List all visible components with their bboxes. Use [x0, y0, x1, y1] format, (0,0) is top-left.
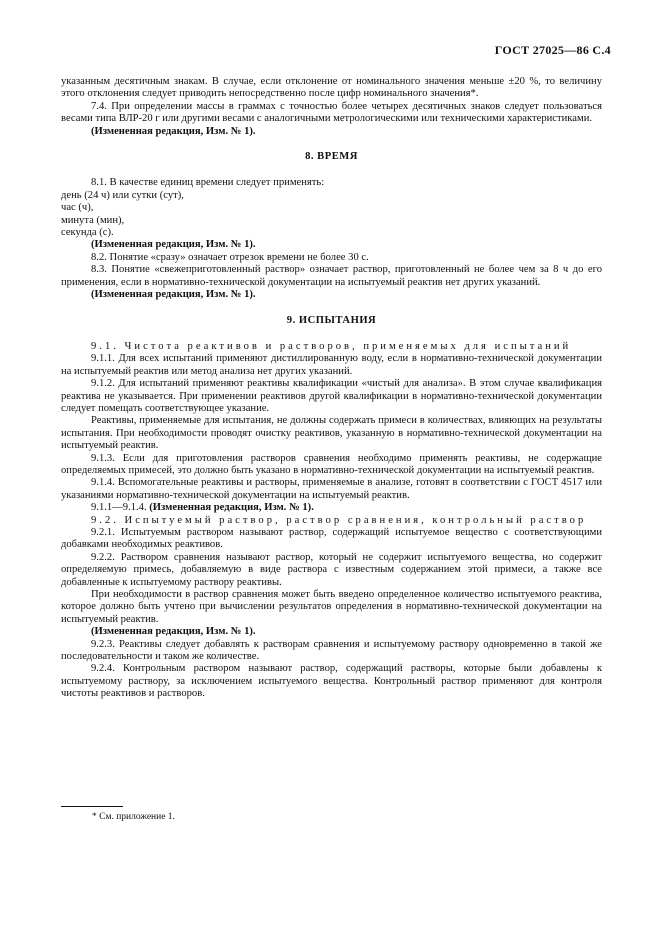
time-unit-item: час (ч), — [61, 202, 94, 214]
subsection-9-1-heading: 9.1. Чистота реактивов и растворов, применяемых для испытаний — [91, 340, 572, 352]
paragraph-9-2-1: 9.2.1. Испытуемым раствором называют раствор, содержащий испытуемое вещество с соответствующими добавками необходимых реактивов. — [61, 527, 602, 551]
paragraph-7-4: 7.4. При определении массы в граммах с точностью более четырех десятичных знаков следует пользоваться весами типа ВЛР-20 г или другими весами с аналогичными метрологическими или техническими характеристиками. — [61, 100, 602, 125]
amendment-note: (Измененная редакция, Изм. № 1). — [91, 626, 256, 638]
time-unit-item: минута (мин), — [61, 214, 125, 226]
paragraph-9-1-4: 9.1.4. Вспомогательные реактивы и растворы, применяемые в анализе, готовят в соответствии с ГОСТ 4517 или указаниями нормативно-технической документации на испытуемый реактив. — [61, 477, 602, 501]
amendment-note: (Измененная редакция, Изм. № 1). — [91, 289, 256, 301]
paragraph-9-2-2-continued: При необходимости в раствор сравнения может быть введено определенное количество испытуемого реактива, которое должно быть учтено при вычислении результатов определения в нормативно-технической документации на испытуемый реактив. — [61, 589, 602, 625]
subsection-9-2-heading: 9.2. Испытуемый раствор, раствор сравнения, контрольный раствор — [91, 514, 587, 526]
time-unit-item: день (24 ч) или сутки (сут), — [61, 189, 184, 201]
paragraph-9-1-range-amendment — [61, 502, 602, 514]
footnote-divider — [61, 806, 123, 807]
paragraph-9-1-3: 9.1.3. Если для приготовления растворов сравнения необходимо применять реактивы, не содержащие определяемых примесей, это должно быть указано в нормативно-технической документации на испытуемый реактив. — [61, 452, 602, 476]
paragraph-7-3-continued: указанным десятичным знакам. В случае, если отклонение от номинального значения меньше ±20 %, то величину этого отклонения следует приводить непосредственно после цифр номинального значения*. — [61, 76, 602, 100]
paragraph-9-1-1: 9.1.1. Для всех испытаний применяют дистиллированную воду, если в нормативно-технической документации на испытуемый реактив или метод анализа нет других указаний. — [61, 353, 602, 377]
section-9-title: 9. ИСПЫТАНИЯ — [286, 314, 377, 326]
paragraph-9-1-2: 9.1.2. Для испытаний применяют реактивы квалификации «чистый для анализа». В этом случае квалификация реактива не указывается. При применении реактивов другой квалификации в нормативно-технической документации следует помещать соответствующее указание. — [61, 378, 602, 414]
paragraph-9-1-2-continued: Реактивы, применяемые для испытания, не должны содержать примеси в количествах, влияющих на результаты испытания. При необходимости проводят очистку реактивов, указанную в нормативно-технической документации на испытуемый реактив. — [61, 415, 602, 452]
amendment-note: (Измененная редакция, Изм. № 1). — [91, 239, 256, 251]
range-label: 9.1.1—9.1.4. — [91, 502, 147, 514]
footnote: * См. приложение 1. — [92, 812, 175, 822]
paragraph-9-2-3: 9.2.3. Реактивы следует добавлять к растворам сравнения и испытуемому раствору одновременно в такой же последовательности и таком же количестве. — [61, 638, 602, 663]
time-unit-item: секунда (с). — [61, 227, 114, 239]
paragraph-9-2-4: 9.2.4. Контрольным раствором называют раствор, содержащий растворы, которые были добавлены к испытуемому раствору, за исключением испытуемого вещества. Контрольный раствор применяют для контроля чистоты реактивов и растворов. — [61, 663, 602, 700]
paragraph-8-3: 8.3. Понятие «свежеприготовленный раствор» означает раствор, приготовленный не более чем за 8 ч до его применения, если в нормативно-технической документации на испытуемый реактив нет других указаний. — [61, 264, 602, 288]
page-header: ГОСТ 27025—86 С.4 — [494, 43, 611, 57]
section-8-title: 8. ВРЕМЯ — [305, 151, 358, 163]
paragraph-8-2: 8.2. Понятие «сразу» означает отрезок времени не более 30 с. — [91, 251, 369, 263]
paragraph-8-1: 8.1. В качестве единиц времени следует применять: — [91, 177, 325, 189]
paragraph-9-2-2: 9.2.2. Раствором сравнения называют раствор, который не содержит испытуемого вещества, но содержит определяемую примесь, добавляемую в виде раствора с известным содержанием этой примеси, а также все добавленные к испытуемому раствору реактивы. — [61, 551, 602, 588]
document-body — [61, 76, 602, 701]
amendment-note: (Измененная редакция, Изм. № 1). — [149, 502, 314, 514]
amendment-note: (Измененная редакция, Изм. № 1). — [91, 125, 256, 137]
